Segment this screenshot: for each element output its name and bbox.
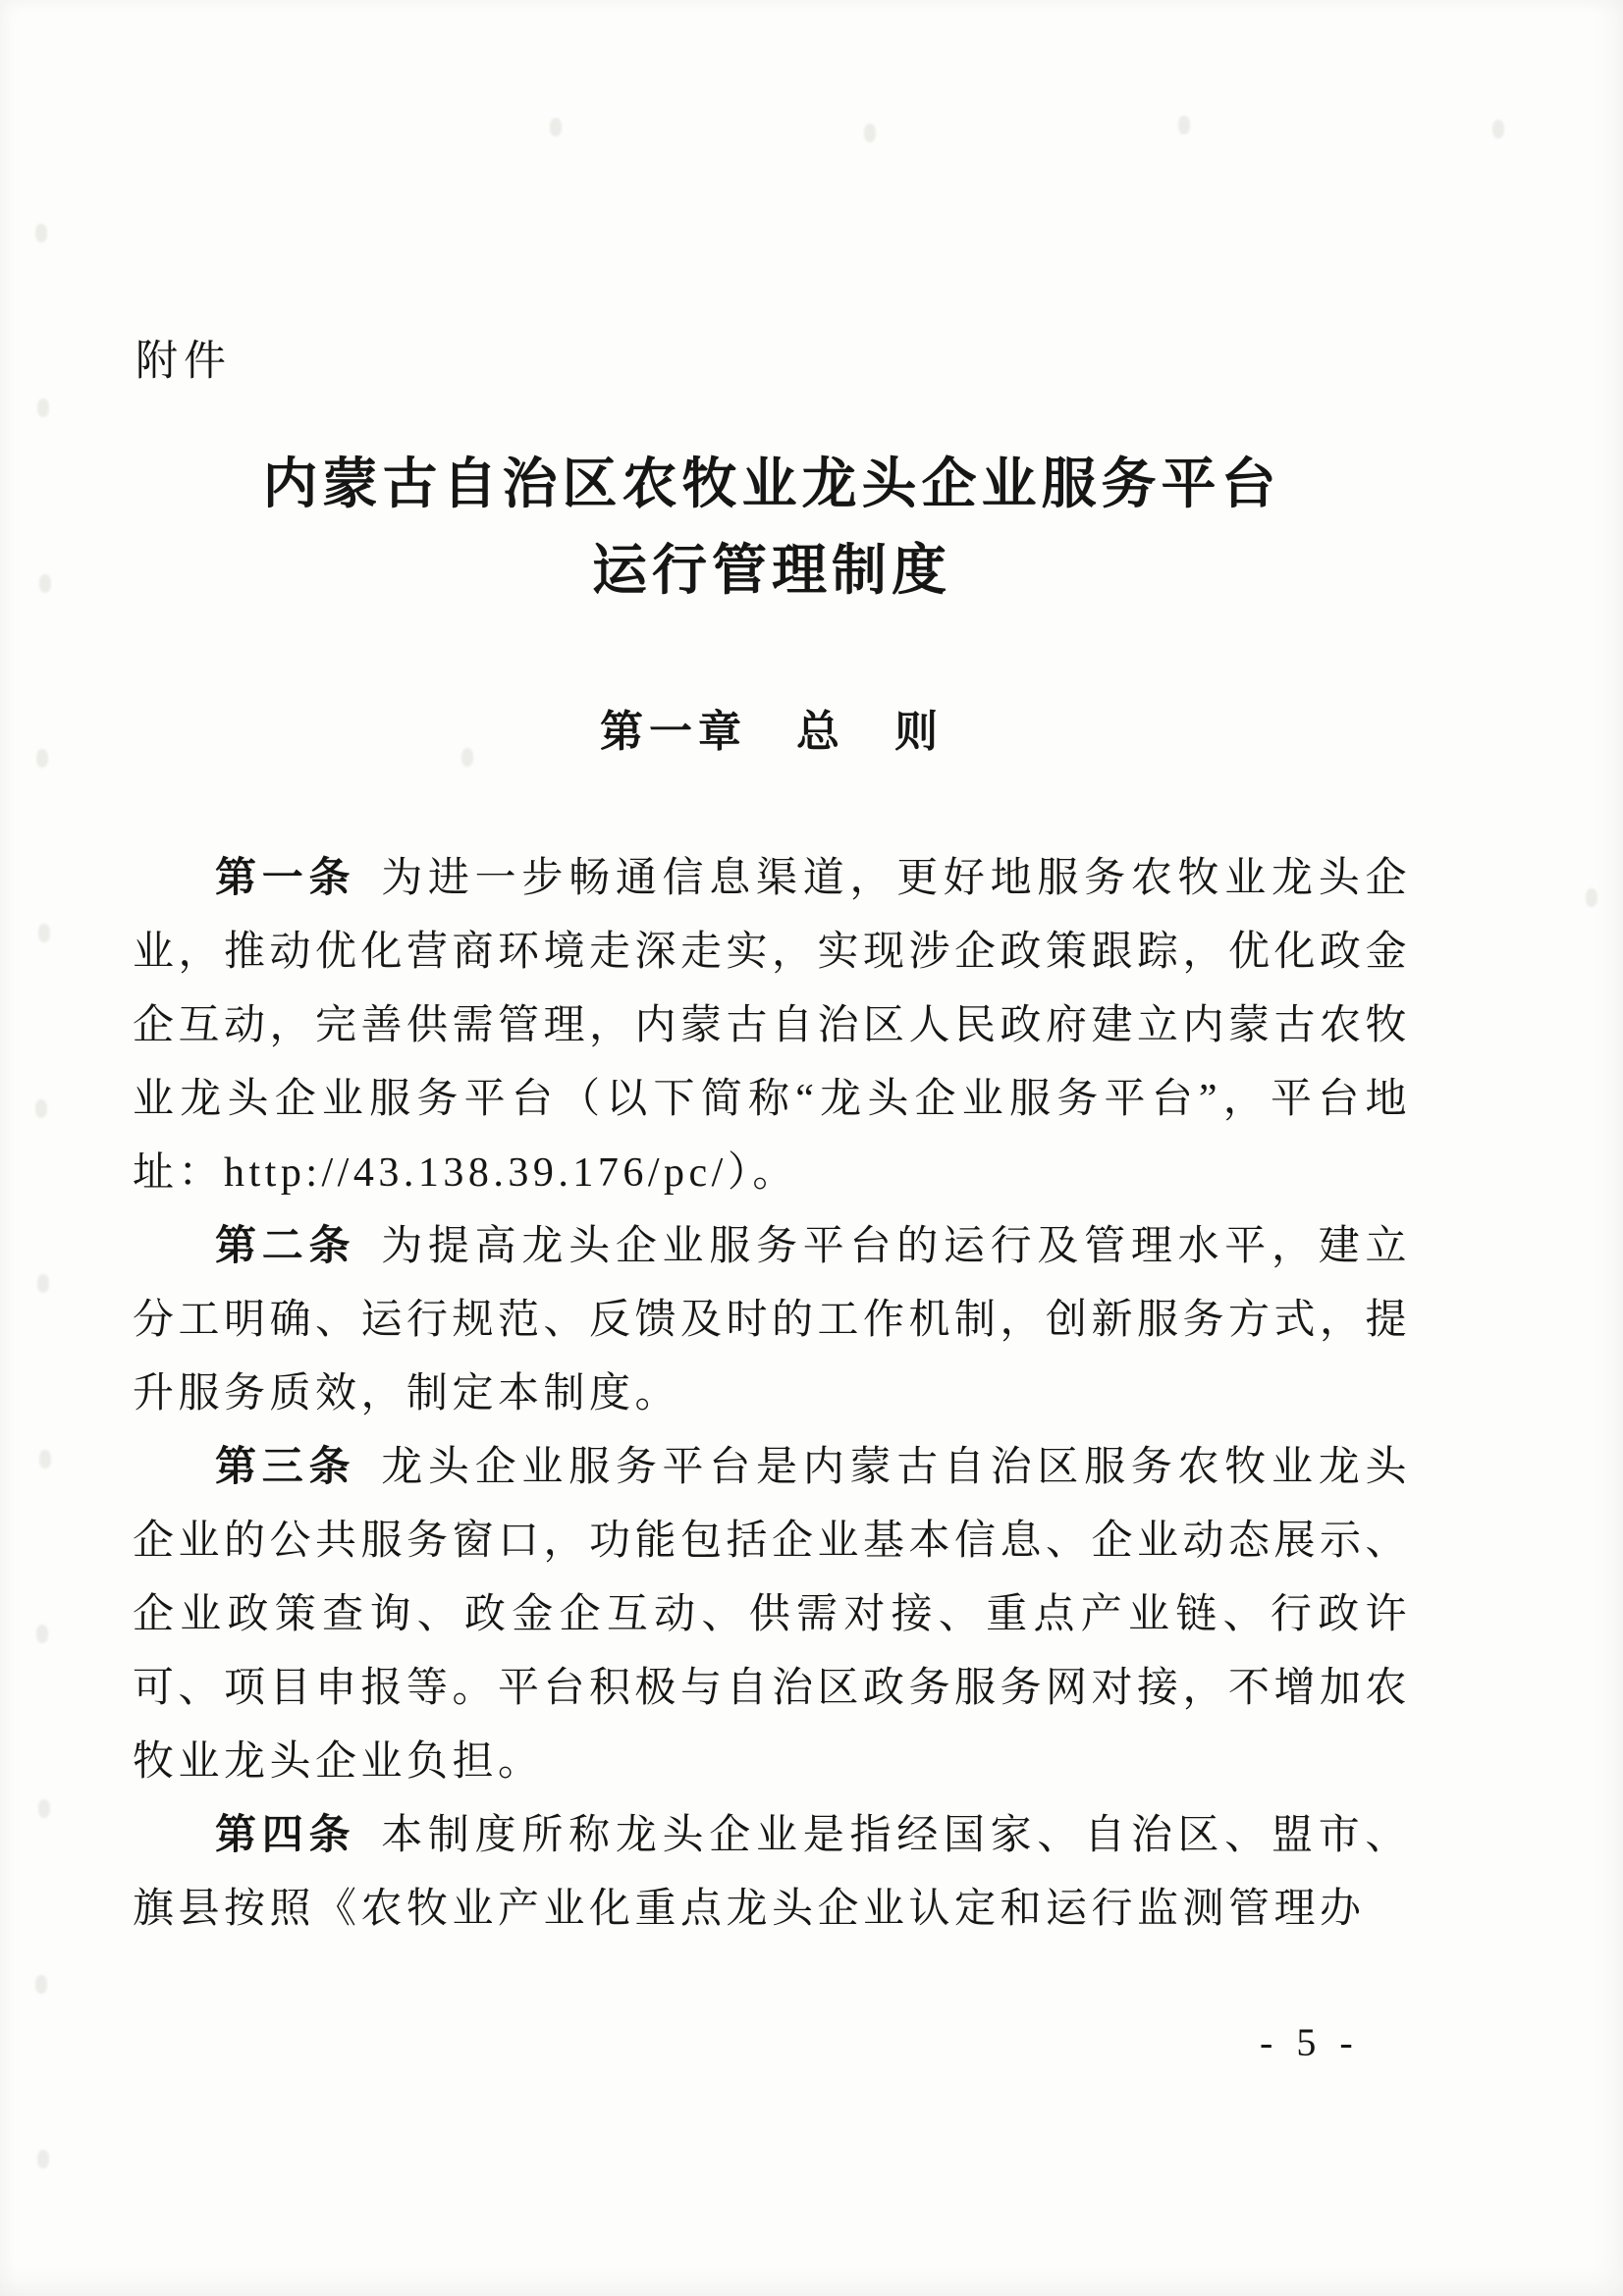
article-3-text: 龙头企业服务平台是内蒙古自治区服务农牧业龙头企业的公共服务窗口，功能包括企业基本信息、企业动态展示、企业政策查询、政金企互动、供需对接、重点产业链、行政许可、项目申报等。平台积极与自治区政务服务网对接，不增加农牧业龙头企业负担。: [133, 1445, 1412, 1785]
article-paragraph-1: [133, 842, 1411, 1210]
article-4-label: 第四条: [215, 1813, 356, 1858]
scan-artifact: [35, 1099, 47, 1118]
scan-artifact: [864, 124, 876, 142]
chapter-heading: 第一章 总 则: [600, 708, 944, 756]
scan-artifact: [36, 749, 48, 768]
document-body: [133, 842, 1411, 1947]
scan-artifact: [1178, 116, 1190, 134]
article-1-label: 第一条: [215, 856, 356, 901]
article-4-text: 本制度所称龙头企业是指经国家、自治区、盟市、旗县按照《农牧业产业化重点龙头企业认定和运行监测管理办: [133, 1813, 1411, 1932]
scan-artifact: [550, 118, 562, 136]
scan-artifact: [35, 224, 47, 242]
scan-artifact: [39, 574, 51, 593]
article-2-label: 第二条: [215, 1224, 356, 1269]
scan-artifact: [38, 1799, 50, 1818]
document-title-line2: 运行管理制度: [592, 541, 951, 602]
attachment-label: 附件: [135, 338, 232, 385]
article-2-text: 为提高龙头企业服务平台的运行及管理水平，建立分工明确、运行规范、反馈及时的工作机制，创新服务方式，提升服务质效，制定本制度。: [133, 1224, 1412, 1416]
scan-artifact: [38, 924, 50, 942]
article-3-label: 第三条: [215, 1445, 356, 1490]
scan-artifact: [39, 1450, 51, 1468]
document-title-line1: 内蒙古自治区农牧业龙头企业服务平台: [262, 454, 1281, 515]
scan-artifact: [35, 1975, 47, 1994]
page-number: - 5 -: [1260, 2020, 1360, 2064]
scan-artifact: [37, 399, 49, 417]
scan-artifact: [37, 2150, 49, 2168]
article-paragraph-3: [133, 1431, 1411, 1799]
document-title: [133, 442, 1411, 614]
article-paragraph-2: [133, 1210, 1411, 1431]
scan-artifact: [36, 1625, 48, 1643]
article-1-text: 为进一步畅通信息渠道，更好地服务农牧业龙头企业，推动优化营商环境走深走实，实现涉企政策跟踪，优化政金企互动，完善供需管理，内蒙古自治区人民政府建立内蒙古农牧业龙头企业服务平台（以下简称“龙头企业服务平台”，平台地址：http://43.138.39.176/pc/）。: [133, 856, 1412, 1196]
scan-artifact: [37, 1274, 49, 1293]
article-paragraph-4: [133, 1799, 1411, 1947]
scan-artifact: [1492, 120, 1504, 138]
scan-artifact: [1586, 888, 1597, 907]
